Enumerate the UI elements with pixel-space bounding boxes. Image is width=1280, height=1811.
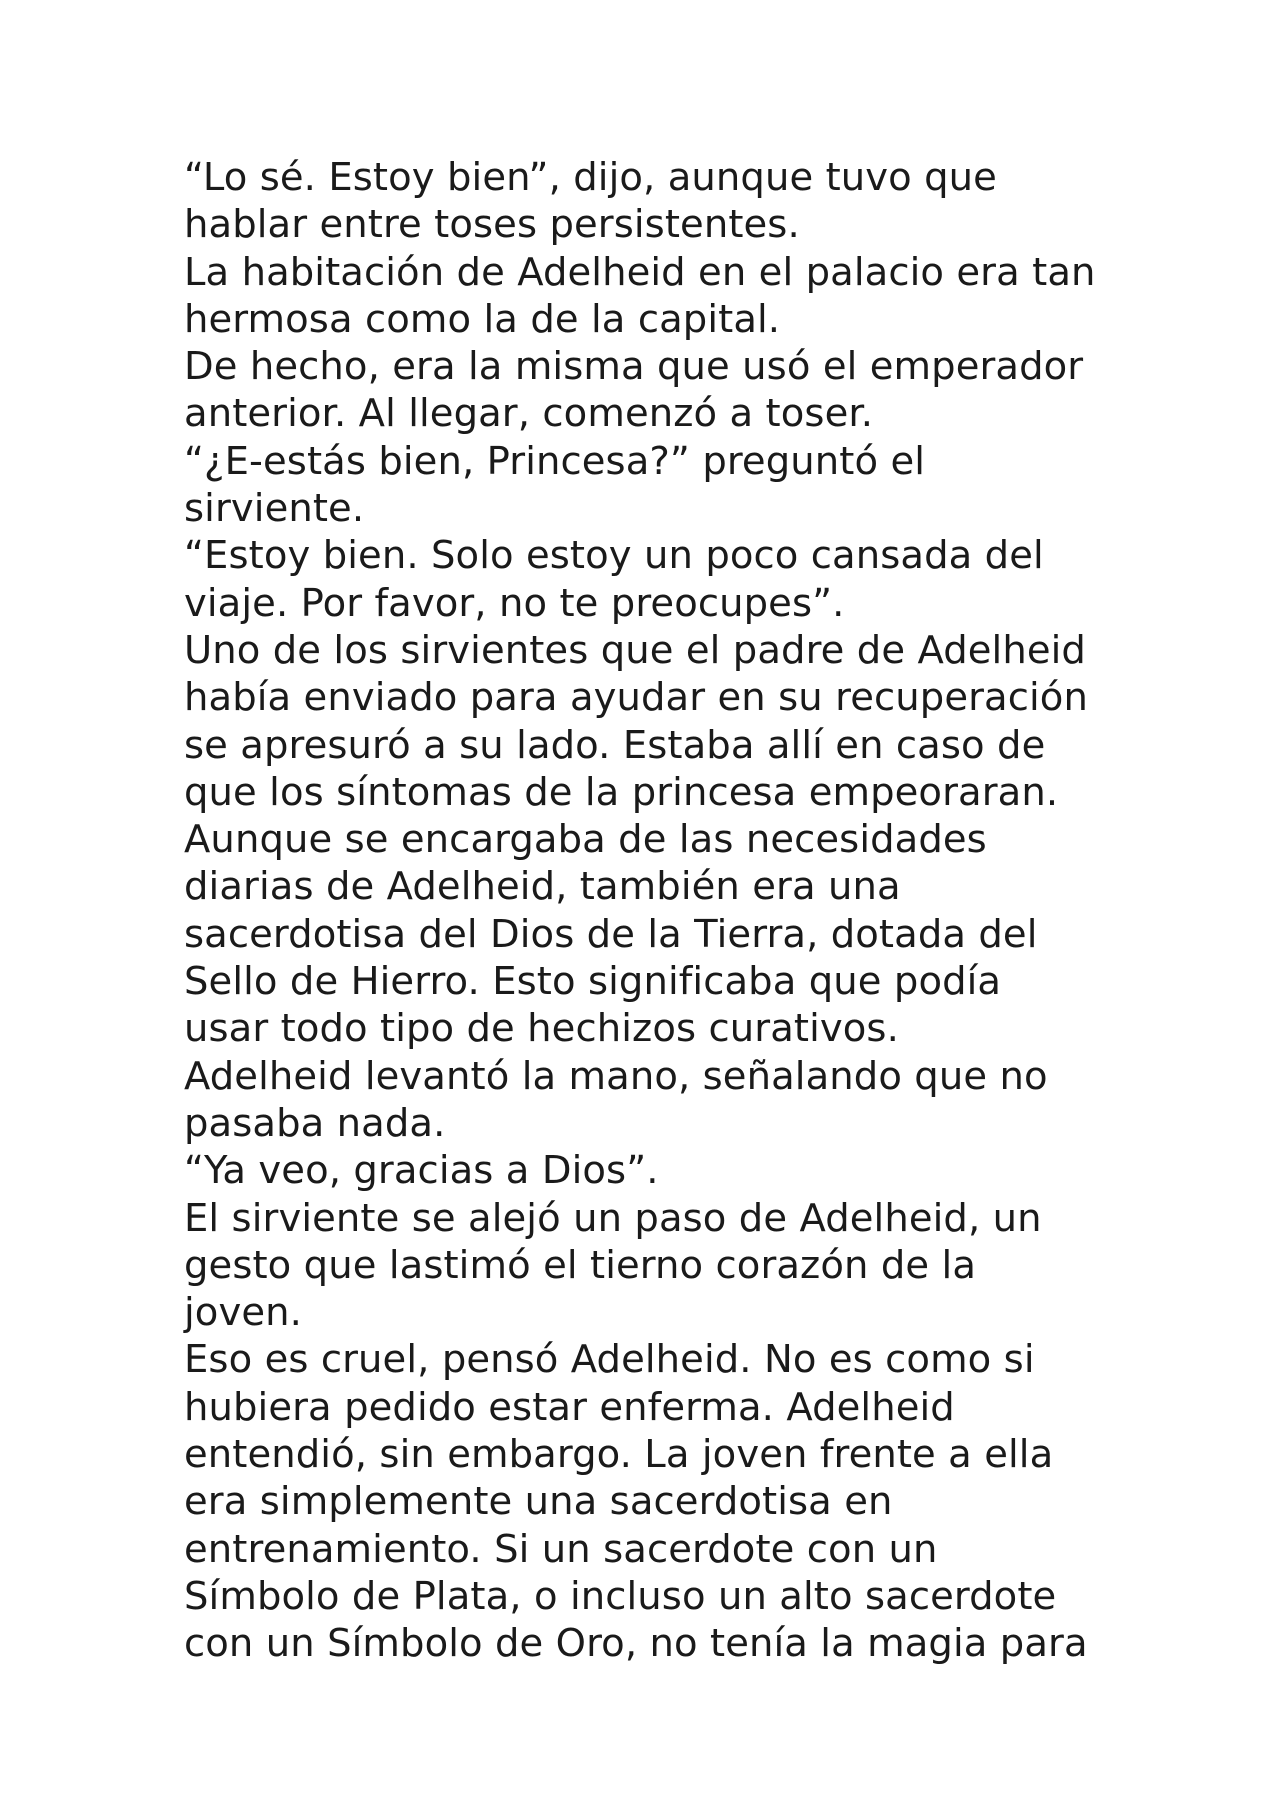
text-line: era simplemente una sacerdotisa en (184, 1479, 893, 1525)
text-line: diarias de Adelheid, también era una (184, 864, 901, 910)
text-line: se apresuró a su lado. Estaba allí en caso de (184, 722, 1046, 768)
text-line: Eso es cruel, pensó Adelheid. No es como si (184, 1337, 1035, 1383)
text-line: viaje. Por favor, no te preocupes”. (184, 580, 845, 626)
text-line: Adelheid levantó la mano, señalando que no (184, 1053, 1048, 1099)
text-line: La habitación de Adelheid en el palacio era tan (184, 249, 1096, 295)
text-line: “Estoy bien. Solo estoy un poco cansada del (184, 533, 1044, 579)
text-line: hablar entre toses persistentes. (184, 202, 800, 248)
text-line: “Lo sé. Estoy bien”, dijo, aunque tuvo que (184, 155, 997, 200)
text-line: Sello de Hierro. Esto significaba que podía (184, 959, 1002, 1005)
text-line: gesto que lastimó el tierno corazón de la (184, 1242, 977, 1288)
text-line: había enviado para ayudar en su recuperación (184, 675, 1088, 721)
text-line: entrenamiento. Si un sacerdote con un (184, 1526, 938, 1572)
text-line: sirviente. (184, 486, 365, 532)
text-line: entendió, sin embargo. La joven frente a ella (184, 1432, 1054, 1478)
text-line: Uno de los sirvientes que el padre de Adelheid (184, 627, 1086, 673)
text-line: sacerdotisa del Dios de la Tierra, dotada del (184, 911, 1038, 957)
text-line: Aunque se encargaba de las necesidades (184, 817, 987, 863)
text-line: usar todo tipo de hechizos curativos. (184, 1006, 899, 1052)
text-line: “Ya veo, gracias a Dios”. (184, 1148, 659, 1194)
body-text (184, 154, 1214, 1668)
text-line: joven. (184, 1290, 302, 1336)
text-line: hubiera pedido estar enferma. Adelheid (184, 1384, 955, 1430)
text-line: De hecho, era la misma que usó el emperador (184, 344, 1084, 390)
text-line: hermosa como la de la capital. (184, 296, 781, 342)
text-line: con un Símbolo de Oro, no tenía la magia para (184, 1621, 1088, 1667)
text-line: El sirviente se alejó un paso de Adelheid, un (184, 1195, 1042, 1241)
text-line: pasaba nada. (184, 1100, 446, 1146)
text-line: que los síntomas de la princesa empeoraran. (184, 769, 1059, 815)
text-line: anterior. Al llegar, comenzó a toser. (184, 391, 874, 437)
text-line: “¿E-estás bien, Princesa?” preguntó el (184, 438, 926, 484)
text-line: Símbolo de Plata, o incluso un alto sacerdote (184, 1573, 1057, 1619)
